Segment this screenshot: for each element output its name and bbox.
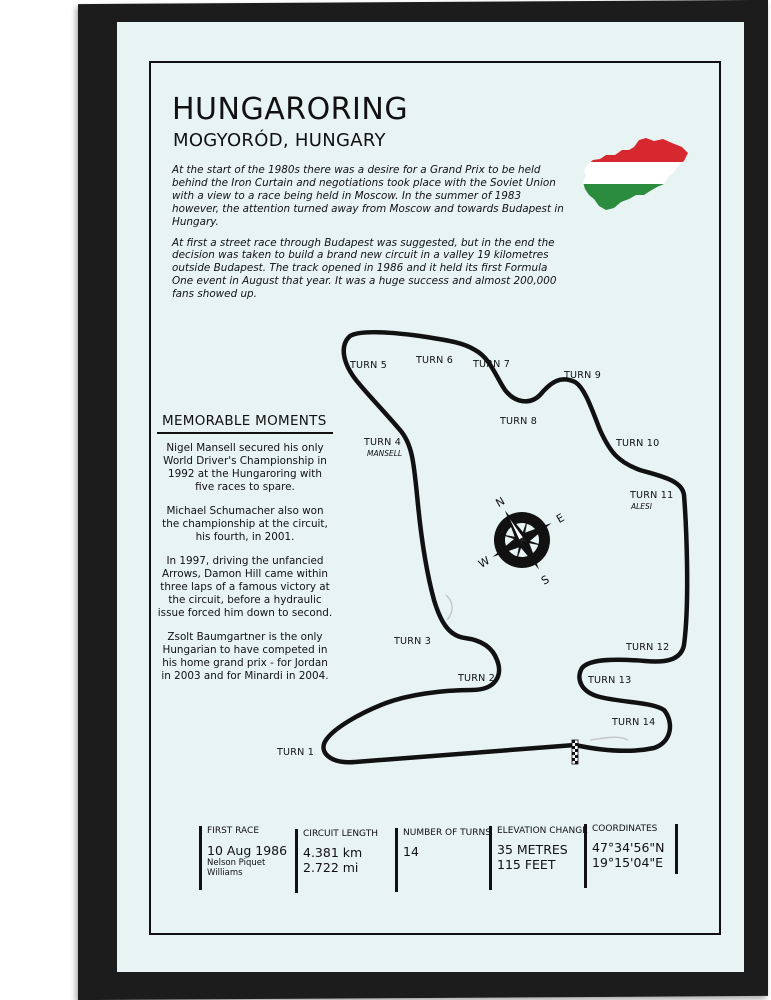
turn-label: TURN 13 xyxy=(588,675,632,686)
turn-note: ALESI xyxy=(631,502,653,511)
turn-label: TURN 9 xyxy=(564,370,602,381)
stat-label: NUMBER OF TURNS xyxy=(403,828,491,838)
hungary-flag-map-icon xyxy=(578,133,690,213)
divider xyxy=(675,824,678,874)
page-subtitle: MOGYORÓD, HUNGARY xyxy=(173,130,386,151)
compass-w-label: W xyxy=(476,554,493,571)
moment-item: In 1997, driving the unfancied Arrows, Damon Hill came within three laps of a famous victory at the circuit, before a hydraulic issue forced him down to second. xyxy=(157,555,333,619)
stat-note: Nelson Piquet xyxy=(207,858,266,868)
intro-paragraph: At first a street race through Budapest was suggested, but in the end the decision was taken to build a brand new circuit in a valley 19 kilometres outside Budapest. The track opened in 1986 and it held its first Formula One event in August that year. It was a huge success and almost 200,000 fans showed up. xyxy=(172,236,557,301)
compass-n-label: N xyxy=(493,494,508,511)
memorable-moments-heading: MEMORABLE MOMENTS xyxy=(162,413,327,429)
stat-note: Williams xyxy=(207,868,243,878)
turn-label: TURN 2 xyxy=(458,673,496,684)
moment-item: Michael Schumacher also won the championship at the circuit, his fourth, in 2001. xyxy=(162,505,328,543)
stat-label: COORDINATES xyxy=(592,824,658,834)
turn-label: TURN 12 xyxy=(626,642,670,653)
stat-elevation-change xyxy=(489,826,587,890)
turn-label: TURN 4 xyxy=(364,437,402,448)
intro-paragraph: At the start of the 1980s there was a desire for a Grand Prix to be held behind the Iron Curtain and negotiations took place with the Soviet Union with a view to a race being held in Moscow. In the summer of 1983 however, the attention turned away from Moscow and towards Budapest in Hungary. xyxy=(172,164,564,228)
memorable-moments-text xyxy=(157,442,333,694)
stat-value: 10 Aug 1986 xyxy=(207,843,288,858)
divider xyxy=(157,432,333,434)
stat-value: 35 METRES xyxy=(497,842,568,857)
stat-value: 4.381 km xyxy=(303,845,363,860)
stat-circuit-length xyxy=(295,829,395,893)
turn-label: TURN 14 xyxy=(612,717,656,728)
intro-text xyxy=(172,164,567,309)
turn-label: TURN 10 xyxy=(616,438,660,449)
turn-label: TURN 11 xyxy=(630,490,674,501)
stat-label: ELEVATION CHANGE xyxy=(497,826,588,836)
page-title: HUNGARORING xyxy=(172,92,409,127)
compass-e-label: E xyxy=(554,511,567,526)
stat-coordinates xyxy=(584,824,674,888)
turn-label: TURN 6 xyxy=(416,355,454,366)
stat-value: 47°34'56"N xyxy=(592,840,665,855)
turn-label: TURN 8 xyxy=(500,416,538,427)
stat-number-of-turns xyxy=(395,828,490,892)
moment-item: Nigel Mansell secured his only World Driver's Championship in 1992 at the Hungaroring with five races to spare. xyxy=(163,442,327,493)
turn-label: TURN 5 xyxy=(350,360,388,371)
runoff-mark xyxy=(446,595,452,620)
start-finish-line xyxy=(572,740,578,764)
stat-value: 14 xyxy=(403,844,419,859)
moment-item: Zsolt Baumgartner is the only Hungarian to have competed in his home grand prix - for Jordan in 2003 and for Minardi in 2004. xyxy=(161,631,329,682)
stat-label: CIRCUIT LENGTH xyxy=(303,829,378,839)
turn-label: TURN 1 xyxy=(277,747,315,758)
pit-lane xyxy=(590,737,628,740)
turn-note: MANSELL xyxy=(367,449,403,458)
compass-rose-icon xyxy=(454,473,589,611)
turn-label: TURN 7 xyxy=(473,359,511,370)
stat-first-race xyxy=(199,826,294,890)
stat-value: 115 FEET xyxy=(497,857,556,872)
turn-label: TURN 3 xyxy=(394,636,432,647)
stat-value: 19°15'04"E xyxy=(592,855,664,870)
compass-s-label: S xyxy=(538,572,552,588)
stat-value: 2.722 mi xyxy=(303,860,359,875)
stat-label: FIRST RACE xyxy=(207,826,260,836)
